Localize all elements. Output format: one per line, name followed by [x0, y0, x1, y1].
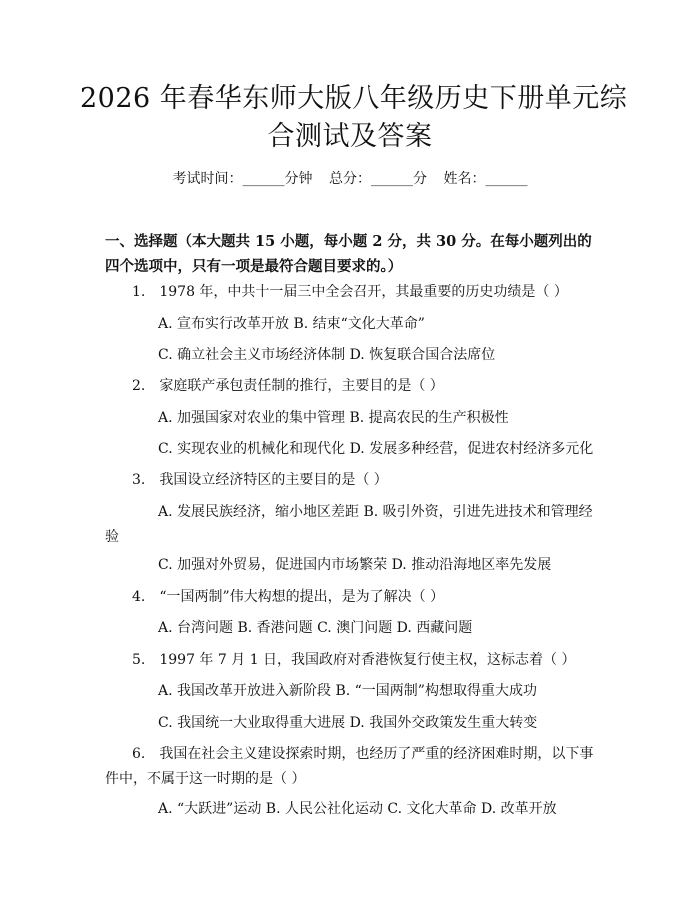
question-3-options-2: C. 加强对外贸易，促进国内市场繁荣 D. 推动沿海地区率先发展 — [158, 557, 552, 573]
title-line-2: 合测试及答案 — [267, 121, 433, 152]
section-heading: 一、选择题（本大题共 15 小题，每小题 2 分，共 30 分。在每小题列出的四个选项中，只有一项是最符合题目要求的。） — [105, 233, 592, 275]
question-4-stem: 4. “一国两制”伟大构想的提出，是为了解决（ ） — [132, 589, 445, 605]
student-name-field: 姓名：______ — [443, 171, 528, 187]
question-6-stem-wrap — [105, 742, 600, 792]
page-title — [80, 80, 628, 156]
question-4-options-1: A. 台湾问题 B. 香港问题 C. 澳门问题 D. 西藏问题 — [158, 620, 473, 636]
question-5-stem: 5. 1997 年 7 月 1 日，我国政府对香港恢复行使主权，这标志着（ ） — [132, 652, 576, 668]
question-1-options-2: C. 确立社会主义市场经济体制 D. 恢复联合国合法席位 — [158, 347, 496, 363]
question-2-options-2: C. 实现农业的机械化和现代化 D. 发展多种经营，促进农村经济多元化 — [158, 441, 594, 457]
question-1-stem: 1. 1978 年，中共十一届三中全会召开，其最重要的历史功绩是（ ） — [132, 284, 568, 300]
question-6-options-1: A. “大跃进”运动 B. 人民公社化运动 C. 文化大革命 D. 改革开放 — [158, 801, 557, 817]
question-3-options-1: A. 发展民族经济，缩小地区差距 B. 吸引外资，引进先进技术和管理经验 — [105, 504, 593, 545]
question-5-options-1: A. 我国改革开放进入新阶段 B. “一国两制”构想取得重大成功 — [158, 683, 537, 699]
question-3-stem: 3. 我国设立经济特区的主要目的是（ ） — [132, 472, 388, 488]
question-5-options-2: C. 我国统一大业取得重大进展 D. 我国外交政策发生重大转变 — [158, 715, 538, 731]
question-1-options-1: A. 宣布实行改革开放 B. 结束“文化大革命” — [158, 316, 425, 332]
exam-time: 考试时间：______分钟 — [172, 171, 313, 187]
exam-meta — [0, 168, 700, 188]
title-line-1: 2026 年春华东师大版八年级历史下册单元综 — [80, 83, 628, 114]
question-2-stem: 2. 家庭联产承包责任制的推行，主要目的是（ ） — [132, 378, 444, 394]
question-3-options-1-wrap — [105, 500, 600, 550]
exam-total-score: 总分：______分 — [329, 171, 427, 187]
question-2-options-1: A. 加强国家对农业的集中管理 B. 提高农民的生产积极性 — [158, 410, 509, 426]
question-6-stem: 6. 我国在社会主义建设探索时期，也经历了严重的经济困难时期，以下事件中，不属于这一时期的是（ ） — [105, 746, 594, 787]
